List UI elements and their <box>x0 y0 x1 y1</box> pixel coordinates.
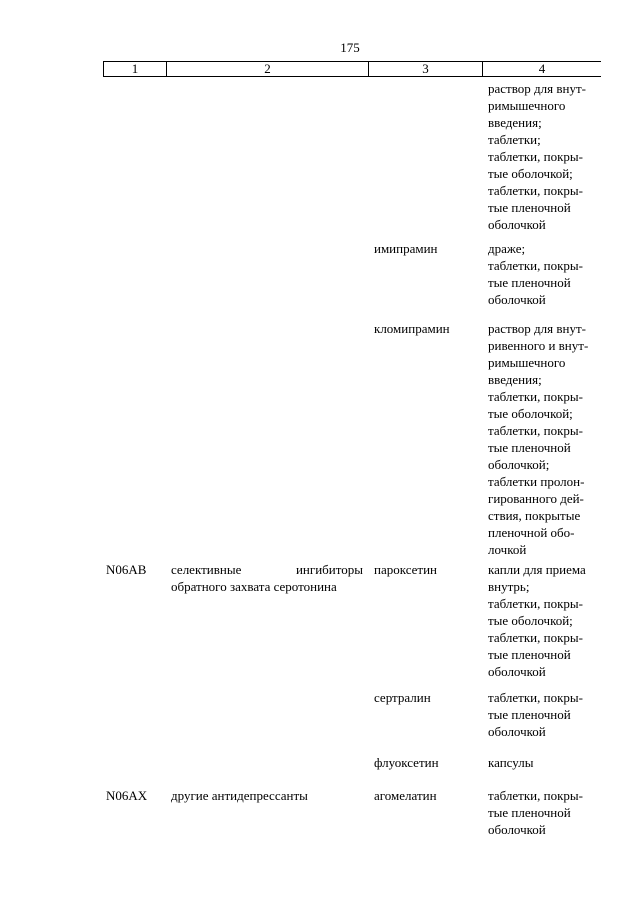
header-col-4: 4 <box>538 61 546 76</box>
table-row-form: драже; таблетки, покры- тые пленочной оболочкой <box>488 241 583 307</box>
table-row-drug: флуоксетин <box>374 755 439 770</box>
table-row-drug: агомелатин <box>374 788 437 803</box>
table-row-drug: имипрамин <box>374 241 438 256</box>
header-col-1: 1 <box>103 62 167 76</box>
table-row-group: другие антидепрессанты <box>171 788 308 803</box>
table-row-drug: сертралин <box>374 690 431 705</box>
page-number: 175 <box>340 40 360 55</box>
table-row-code: N06AX <box>106 788 148 803</box>
table-row-code: N06AB <box>106 562 147 577</box>
table-row-form: раствор для внут- римышечного введения; таблетки; таблетки, покры- тые оболочкой; таблетки, покры- тые пленочной оболочкой <box>488 81 586 232</box>
table-row-drug: кломипрамин <box>374 321 450 336</box>
table-row-form: капсулы <box>488 755 534 770</box>
table-row-group: селективные ингибиторы обратного захвата серотонина <box>171 562 363 594</box>
table-row-form: капли для приема внутрь; таблетки, покры- тые оболочкой; таблетки, покры- тые пленочной оболочкой <box>488 562 586 679</box>
header-col-3: 3 <box>369 62 483 76</box>
table-row-form: таблетки, покры- тые пленочной оболочкой <box>488 788 583 837</box>
table-row-form: раствор для внут- ривенного и внут- римышечного введения; таблетки, покры- тые оболочкой; таблетки, покры- тые пленочной оболочкой; таблетки пролон- гированного дей- ствия, покрытые пленочной обо- лочкой <box>488 321 589 557</box>
header-col-2: 2 <box>167 62 369 76</box>
table-header <box>103 61 601 77</box>
table-row-form: таблетки, покры- тые пленочной оболочкой <box>488 690 583 739</box>
table-row-drug: пароксетин <box>374 562 438 577</box>
